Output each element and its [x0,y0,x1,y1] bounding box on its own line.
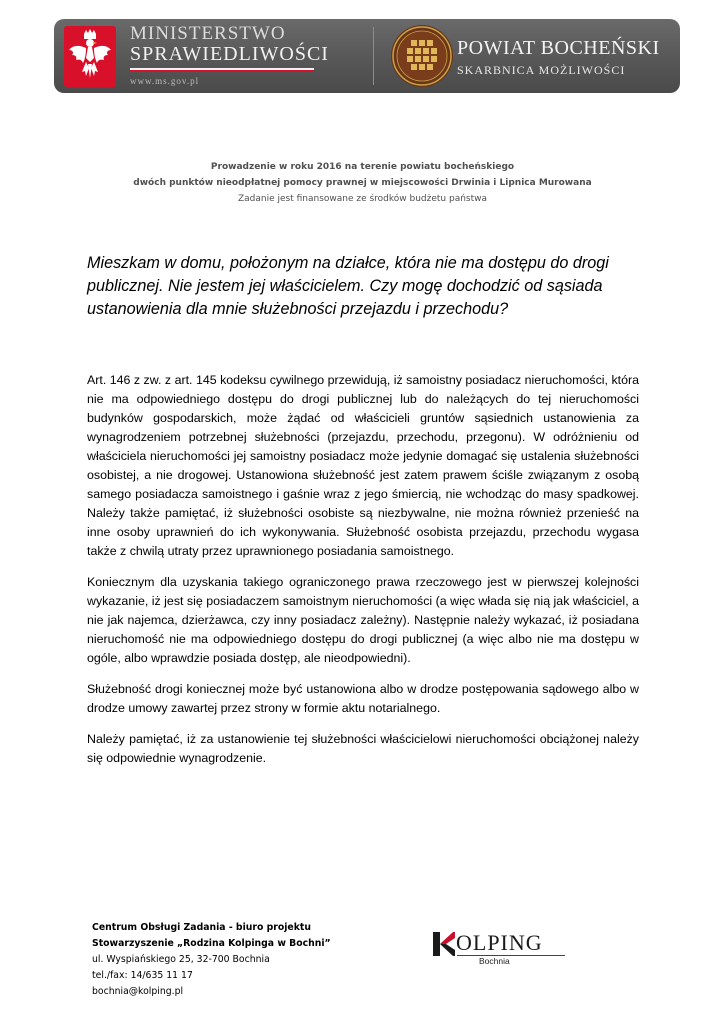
paragraph-4: Należy pamiętać, iż za ustanowienie tej służebności właścicielowi nieruchomości obciążonej należy się odpowiednie wynagrodzenie. [87,732,639,765]
ministry-name-line2: SPRAWIEDLIWOŚCI [130,43,329,65]
ministry-name-line1: MINISTERSTWO [130,23,286,44]
polish-eagle-icon [64,26,116,87]
ministry-logo-text [130,24,329,64]
intro-line-1: Prowadzenie w roku 2016 na terenie powiatu bocheńskiego [210,162,515,172]
paragraph-1: Art. 146 z zw. z art. 145 kodeksu cywilnego przewidują, iż samoistny posiadacz nieruchomości, która nie ma odpowiedniego dostępu do drogi publicznej lub do należących do tej nieruchomości budynków gospodarskich, może żądać od właścicieli gruntów sąsiednich ustanowienia za wynagrodzeniem potrzebnej służebności (przejazdu, przechodu, przegonu). W odróżnieniu od właściciela nieruchomości jej samoistny posiadacz może jedynie domagać się ustalenia służebności osobistej, a nie drogowej. Ustanowiona służebność jest zatem prawem ściśle związanym z osobą samego posiadacza samoistnego i gaśnie wraz z jego śmiercią, nie wchodząc do masy spadkowej. Należy także pamiętać, iż służebności osobiste są niezbywalne, nie można również przenieść na inne osoby uprawnień do ich wykonywania. Służebność osobista przejazdu, przechodu wygasa także z chwilą utraty przez uprawnionego posiadania samoistnego. [87,373,639,558]
article-body [87,371,639,780]
footer-phone: tel./fax: 14/635 11 17 [92,970,193,981]
footer-email: bochnia@kolping.pl [92,986,184,997]
ministry-url: www.ms.gov.pl [130,76,200,86]
paragraph-2: Koniecznym dla uzyskania takiego ograniczonego prawa rzeczowego jest w pierwszej kolejności wykazanie, iż jest się posiadaczem samoistnym nieruchomości (a więc włada się nią jak właściciel, a nie jak najemca, dzierżawca, czy inny posiadacz zależny). Następnie należy wykazać, iż posiadana nieruchomość nie ma odpowiedniego dostępu do drogi publicznej (a więc albo nie ma dostępu w ogóle, albo wprawdzie posiada dostęp, ale nieodpowiedni). [87,575,639,665]
footer-address: ul. Wyspiańskiego 25, 32-700 Bochnia [92,954,270,965]
footer-office: Centrum Obsługi Zadania - biuro projektu [92,922,311,933]
question-heading: Mieszkam w domu, położonym na działce, która nie ma dostępu do drogi publicznej. Nie jestem jej właścicielem. Czy mogę dochodzić od sąsiada ustanowienia dla mnie służebności przejazdu i przechodu? [87,254,609,318]
powiat-crest-icon [387,21,457,91]
kolping-k-icon [433,932,455,956]
intro-line-3: Zadanie jest finansowane ze środków budżetu państwa [237,194,488,204]
header-banner [54,19,680,93]
intro-line-2: dwóch punktów nieodpłatnej pomocy prawnej w miejscowości Drwinia i Lipnica Murowana [133,178,592,188]
header-divider [373,27,374,85]
kolping-logo [433,929,568,969]
footer-contact [92,920,412,1000]
kolping-name: OLPING [456,930,543,955]
project-intro [40,159,685,207]
kolping-underline [457,955,565,956]
flag-stripe [130,68,314,72]
paragraph-3: Służebność drogi koniecznej może być ustanowiona albo w drodze postępowania sądowego albo w drodze umowy zawartej przez strony w formie aktu notarialnego. [87,682,639,715]
footer-association: Stowarzyszenie „Rodzina Kolpinga w Bochni” [92,938,331,949]
powiat-title: POWIAT BOCHEŃSKI [457,37,660,59]
powiat-subtitle: SKARBNICA MOŻLIWOŚCI [457,63,626,77]
kolping-city: Bochnia [479,956,510,966]
